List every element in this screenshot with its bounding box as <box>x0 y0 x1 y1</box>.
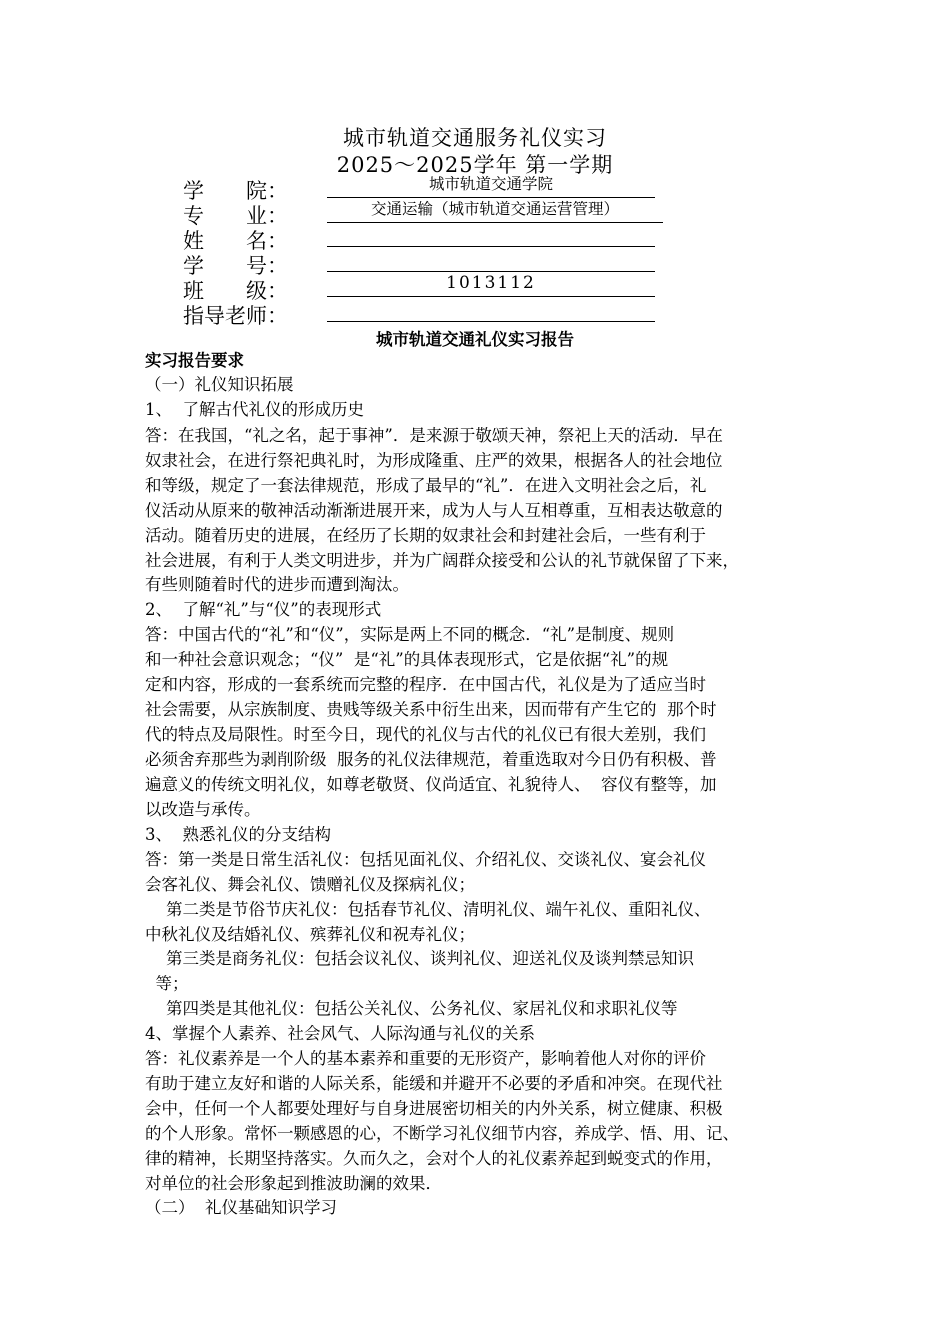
answer-line: 有助于建立友好和谐的人际关系，能缓和并避开不必要的矛盾和冲突。在现代社 <box>145 1074 723 1093</box>
value-name <box>327 222 655 247</box>
label-class: 班 级： <box>183 279 288 303</box>
value-student-id <box>327 247 655 272</box>
answer-line: 必须舍弃那些为剥削阶级 服务的礼仪法律规范，着重选取对今日仍有积极、普 <box>145 750 717 769</box>
answer-line: 答：第一类是日常生活礼仪：包括见面礼仪、介绍礼仪、交谈礼仪、宴会礼仪 <box>145 850 706 869</box>
value-college: 城市轨道交通学院 <box>327 173 655 198</box>
question-4: 4、掌握个人素养、社会风气、人际沟通与礼仪的关系 <box>145 1024 535 1043</box>
answer-line: 社会进展，有利于人类文明进步，并为广阔群众接受和公认的礼节就保留了下来， <box>145 551 739 570</box>
answer-line: 代的特点及局限性。时至今日，现代的礼仪与古代的礼仪已有很大差别，我们 <box>145 725 706 744</box>
requirements-heading: 实习报告要求 <box>145 351 244 370</box>
answer-line: 会客礼仪、舞会礼仪、馈赠礼仪及探病礼仪； <box>145 875 475 894</box>
answer-line: 中秋礼仪及结婚礼仪、殡葬礼仪和祝寿礼仪； <box>145 925 475 944</box>
answer-line: 有些则随着时代的进步而遭到淘汰。 <box>145 575 409 594</box>
question-2: 2、 了解“礼”与“仪”的表现形式 <box>145 600 382 619</box>
value-advisor <box>327 297 655 322</box>
cover-title: 城市轨道交通服务礼仪实习 <box>343 126 607 150</box>
answer-line: 遍意义的传统文明礼仪，如尊老敬贤、仪尚适宜、礼貌待人、 容仪有整等，加 <box>145 775 717 794</box>
question-3: 3、 熟悉礼仪的分支结构 <box>145 825 331 844</box>
answer-line: 律的精神，长期坚持落实。久而久之，会对个人的礼仪素养起到蜕变式的作用， <box>145 1149 723 1168</box>
value-class: 1013112 <box>327 272 655 297</box>
value-major: 交通运输（城市轨道交通运营管理） <box>327 198 663 223</box>
answer-line: 和等级，规定了一套法律规范，形成了最早的“礼”．在进入文明社会之后，礼 <box>145 476 707 495</box>
report-heading: 城市轨道交通礼仪实习报告 <box>376 330 574 349</box>
answer-line: 等； <box>145 974 189 993</box>
label-name: 姓 名： <box>183 229 288 253</box>
answer-line: 对单位的社会形象起到推波助澜的效果． <box>145 1174 442 1193</box>
label-college: 学 院： <box>183 179 288 203</box>
answer-line: 活动。随着历史的进展，在经历了长期的奴隶社会和封建社会后，一些有利于 <box>145 526 706 545</box>
section-1-heading: （一）礼仪知识拓展 <box>145 375 294 394</box>
answer-line: 奴隶社会，在进行祭祀典礼时，为形成隆重、庄严的效果，根据各人的社会地位 <box>145 451 723 470</box>
answer-line: 答：在我国，“礼之名，起于事神”．是来源于敬颂天神，祭祀上天的活动．早在 <box>145 426 723 445</box>
answer-line: 答：礼仪素养是一个人的基本素养和重要的无形资产，影响着他人对你的评价 <box>145 1049 706 1068</box>
answer-line: 社会需要，从宗族制度、贵贱等级关系中衍生出来，因而带有产生它的 那个时 <box>145 700 717 719</box>
label-student-id: 学 号： <box>183 254 288 278</box>
cover-term: 2025～2025学年 第一学期 <box>336 153 614 177</box>
label-major: 专 业： <box>183 204 288 228</box>
answer-line: 以改造与承传。 <box>145 800 261 819</box>
answer-line: 仪活动从原来的敬神活动渐渐进展开来，成为人与人互相尊重，互相表达敬意的 <box>145 501 723 520</box>
question-1: 1、 了解古代礼仪的形成历史 <box>145 400 364 419</box>
answer-line: 定和内容，形成的一套系统而完整的程序．在中国古代，礼仪是为了适应当时 <box>145 675 706 694</box>
section-2-heading: （二） 礼仪基础知识学习 <box>145 1198 337 1217</box>
answer-line: 会中，任何一个人都要处理好与自身进展密切相关的内外关系，树立健康、积极 <box>145 1099 723 1118</box>
answer-line: 第二类是节俗节庆礼仪：包括春节礼仪、清明礼仪、端午礼仪、重阳礼仪、 <box>145 900 711 919</box>
label-advisor: 指导老师： <box>183 304 288 328</box>
answer-line: 答：中国古代的“礼”和“仪”，实际是两上不同的概念．“礼”是制度、规则 <box>145 625 675 644</box>
answer-line: 的个人形象。常怀一颗感恩的心，不断学习礼仪细节内容，养成学、悟、用、记、 <box>145 1124 739 1143</box>
answer-line: 第三类是商务礼仪：包括会议礼仪、谈判礼仪、迎送礼仪及谈判禁忌知识 <box>145 949 694 968</box>
answer-line: 和一种社会意识观念；“仪” 是“礼”的具体表现形式，它是依据“礼”的规 <box>145 650 669 669</box>
answer-line: 第四类是其他礼仪：包括公关礼仪、公务礼仪、家居礼仪和求职礼仪等 <box>145 999 678 1018</box>
